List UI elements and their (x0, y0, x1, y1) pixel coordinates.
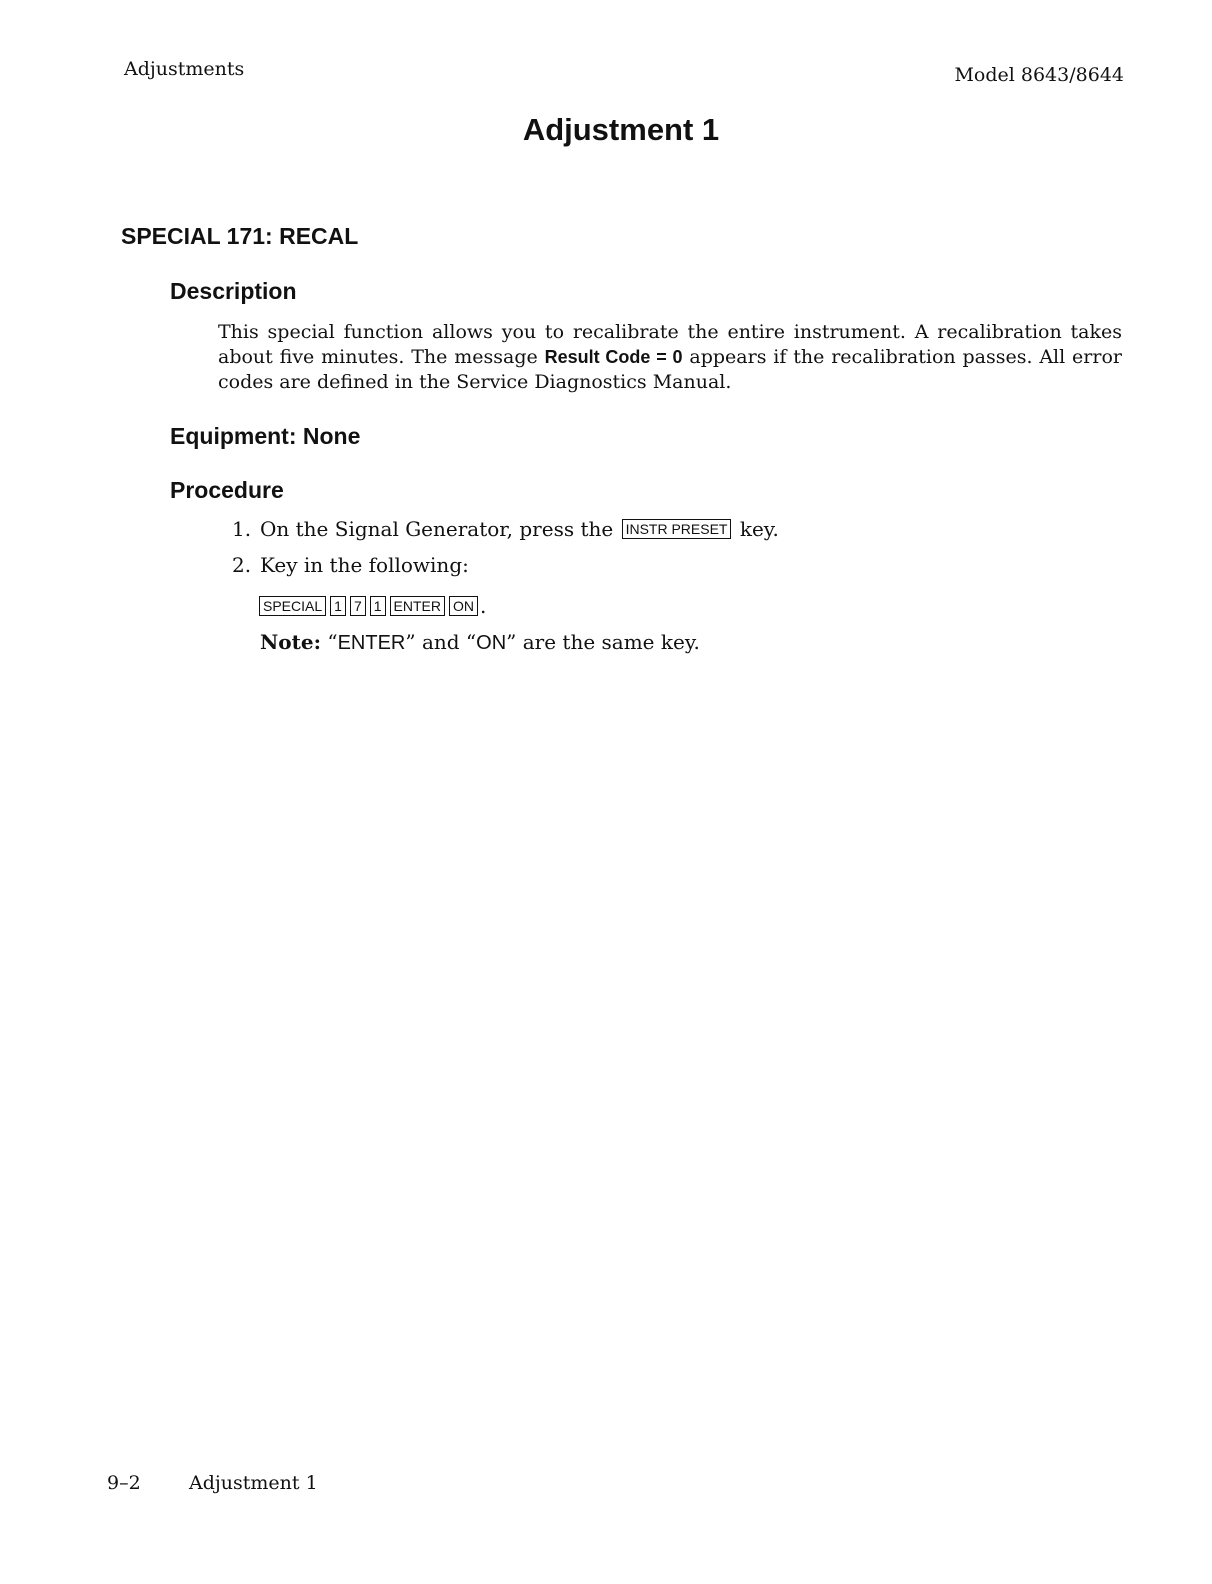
note-enter-key-name: ENTER (337, 632, 406, 654)
step-text: Key in the following: (260, 553, 469, 577)
procedure-step-1 (232, 517, 779, 541)
key-7: 7 (350, 596, 366, 616)
note-quote-open: “ (327, 630, 338, 654)
procedure-heading: Procedure (170, 477, 284, 503)
step-number: 2. (232, 553, 252, 577)
sequence-period: . (479, 594, 487, 618)
procedure-step-2 (232, 553, 469, 577)
key-1: 1 (370, 596, 386, 616)
note-label: Note: (260, 630, 321, 654)
section-title: SPECIAL 171: RECAL (121, 223, 359, 249)
key-instr-preset: INSTR PRESET (622, 519, 732, 539)
key-enter: ENTER (390, 596, 445, 616)
footer-page-number: 9–2 (107, 1472, 141, 1494)
page-title: Adjustment 1 (522, 112, 720, 147)
note-on-key-name: ON (476, 632, 507, 654)
description-heading: Description (170, 278, 297, 304)
note-rest: are the same key. (516, 630, 700, 654)
key-1: 1 (330, 596, 346, 616)
key-special: SPECIAL (259, 596, 326, 616)
note-mid: ” and “ (405, 630, 477, 654)
procedure-note (260, 630, 700, 655)
step-number: 1. (232, 517, 252, 541)
footer-title: Adjustment 1 (189, 1472, 318, 1494)
note-quote-close: ” (506, 630, 517, 654)
description-paragraph (218, 320, 1122, 395)
running-header-section: Adjustments (124, 58, 245, 80)
step-text-end: key. (733, 517, 779, 541)
step-text: On the Signal Generator, press the (260, 517, 620, 541)
running-header-model: Model 8643/8644 (954, 64, 1124, 86)
result-code-message: Result Code = 0 (544, 347, 683, 367)
description-text-end: appears if the recalibration passes. All error codes are defined in the Service Diagnostics Manual. (218, 346, 1122, 393)
description-text-start: This special function allows you to recalibrate the entire instrument. A recalibration takes about five minutes. The message (218, 321, 1122, 368)
equipment-heading: Equipment: None (170, 423, 361, 449)
key-on: ON (449, 596, 478, 616)
key-sequence (257, 594, 486, 618)
